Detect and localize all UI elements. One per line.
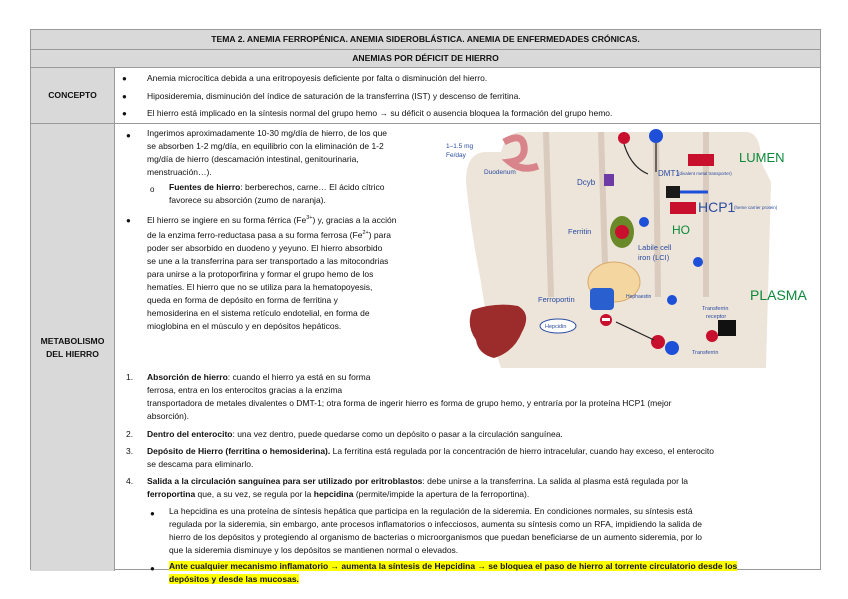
svg-text:Transferrin: Transferrin (692, 350, 719, 356)
transferrin-receptor-icon (718, 320, 736, 336)
svg-text:Ferritin: Ferritin (568, 227, 592, 236)
fe3-ion (618, 132, 630, 144)
svg-text:Dcyb: Dcyb (577, 178, 596, 187)
svg-text:HO: HO (672, 223, 690, 237)
svg-text:Fe/day: Fe/day (446, 152, 466, 159)
concepto-label: CONCEPTO (31, 68, 115, 123)
svg-text:Duodenum: Duodenum (484, 169, 516, 176)
transferrin-fe (706, 330, 718, 342)
bullet-icon: ● (126, 216, 131, 225)
ferroportin-channel (590, 288, 614, 310)
svg-text:Labile cell: Labile cell (638, 243, 672, 252)
svg-text:LUMEN: LUMEN (739, 150, 785, 165)
ferritin-core (615, 225, 629, 239)
svg-text:Hephaestin: Hephaestin (626, 294, 652, 300)
circle-bullet-icon: o (150, 185, 155, 194)
fuentes-de-hierro: Fuentes de hierro: berberechos, carne… El ácido cítrico favorece su absorción (zumo de naranja). (169, 182, 385, 205)
bullet-icon: ● (122, 74, 127, 83)
dmt1-channel (666, 186, 680, 198)
highlight-note: Ante cualquier mecanismo inflamatorio → aumenta la síntesis de Hepcidina → se bloquea el paso de hierro al torrente circulatorio desde los depósitos y desde las mucosas. (169, 561, 738, 584)
paragraph-deposito: Depósito de Hierro (ferritina o hemosiderina). La ferritina está regulada por la concentración de hierro intracelular, cuando hay exceso, el enterocito se descama para eliminarlo. (147, 446, 714, 469)
list-number: 4. (126, 476, 134, 486)
paragraph-absorcion-hierro: Absorción de hierro: cuando el hierro ya está en su forma ferrosa, entra en los enterocitos gracias a la enzima transportadora de metales divalentes o DMT-1; otra forma de ingerir hierro es forma de grupo hemo, y entraría por la proteína HCP1 (mejor absorción). (147, 372, 672, 421)
fe2-ion (649, 129, 663, 143)
svg-text:1–1.5 mg: 1–1.5 mg (446, 143, 474, 150)
dcyb-protein (604, 174, 614, 186)
svg-text:Transferrin: Transferrin (702, 306, 729, 312)
transferrin-fe (651, 335, 665, 349)
list-number: 3. (126, 446, 134, 456)
list-number: 2. (126, 429, 134, 439)
iron-absorption-diagram (426, 122, 818, 368)
fe2-ion (639, 217, 649, 227)
transferrin-fe (665, 341, 679, 355)
list-number: 1. (126, 372, 134, 382)
bullet-icon: ● (126, 131, 131, 140)
paragraph-hepcidina: La hepcidina es una proteína de síntesis hepática que participa en la regulación de la sideremia. En condiciones normales, su síntesis está regulada por la sideremia, sin embargo, ante procesos inflamatorios o infecciosos, aumenta su síntesis como un RFA, impidiendo la salida de hierro de los depósitos y protegiendo al organismo de bacterias o microorganismos que puedan beneficiarse de un aumento sideremia, por lo que la sideremia disminuye y los depósitos se mantienen normal o elevados. (169, 506, 702, 555)
fe2-ion (667, 295, 677, 305)
svg-text:(heme carrier protein): (heme carrier protein) (734, 205, 778, 210)
svg-text:Hepcidin: Hepcidin (545, 324, 567, 330)
paragraph-absorcion: El hierro se ingiere en su forma férrica $(Fe^{3+})$ y, gracias a la acción de la enzima ferro-reductasa pasa a su forma ferrosa $(Fe^{2+})$ para poder ser absorbido en duodeno y yeyuno. El hierro absorbido se une a la transferrina para ser transportado a las mitocondrias para unirse a la protoporfirina y formar el grupo hemo de los hematíes. El hierro que no se utiliza para la hematopoyesis, queda en forma de depósito en forma de ferritina y hemosiderina en el sistema retículo endotelial, en forma de mioglobina en el músculo y en depósitos hepáticos. (147, 214, 397, 331)
heme-icon (670, 202, 696, 214)
svg-text:(divalent metal transporter): (divalent metal transporter) (678, 171, 732, 176)
page-title: TEMA 2. ANEMIA FERROPÉNICA. ANEMIA SIDEROBLÁSTICA. ANEMIA DE ENFERMEDADES CRÓNICAS. (31, 30, 820, 50)
svg-text:iron (LCI): iron (LCI) (638, 253, 670, 262)
section-title: ANEMIAS POR DÉFICIT DE HIERRO (31, 50, 820, 68)
svg-text:receptor: receptor (706, 314, 727, 320)
fe2-ion (693, 257, 703, 267)
row-concepto: CONCEPTO ● Anemia microcítica debida a una eritropoyesis deficiente por falta o disminución del hierro. ● Hiposideremia, disminución del índice de saturación de la transferrina (IST) y descenso de ferritina. ● El hierro está implicado en la síntesis normal del grupo hemo → su déficit o ausencia bloquea la formación del grupo hemo. (31, 68, 820, 124)
svg-text:Ferroportin: Ferroportin (538, 295, 575, 304)
paragraph-enterocito: Dentro del enterocito: una vez dentro, puede quedarse como un depósito o pasar a la circulación sanguínea. (147, 429, 563, 439)
metabolismo-label: METABOLISMO DEL HIERRO (31, 124, 115, 571)
bullet-icon: ● (122, 92, 127, 101)
block-bar (602, 318, 610, 321)
bullet-icon: ● (150, 564, 155, 573)
paragraph-salida: Salida a la circulación sanguínea para ser utilizado por eritroblastos: debe unirse a la transferrina. La salida al plasma está regulada por la ferroportina que, a su vez, se regula por la hepcidina (permite/impide la apertura de la ferroportina). (147, 476, 688, 499)
svg-text:HCP1: HCP1 (698, 199, 736, 215)
heme-icon (688, 154, 714, 166)
svg-text:DMT1: DMT1 (658, 169, 680, 178)
bullet-icon: ● (122, 109, 127, 118)
svg-text:PLASMA: PLASMA (750, 287, 807, 303)
bullet-icon: ● (150, 509, 155, 518)
paragraph-ingesta: Ingerimos aproximadamente 10-30 mg/día de hierro, de los que se absorben 1-2 mg/día, en equilibrio con la eliminación de 1-2 mg/día de hierro (descamación intestinal, genitourinaria, menstruación…). (147, 128, 388, 177)
